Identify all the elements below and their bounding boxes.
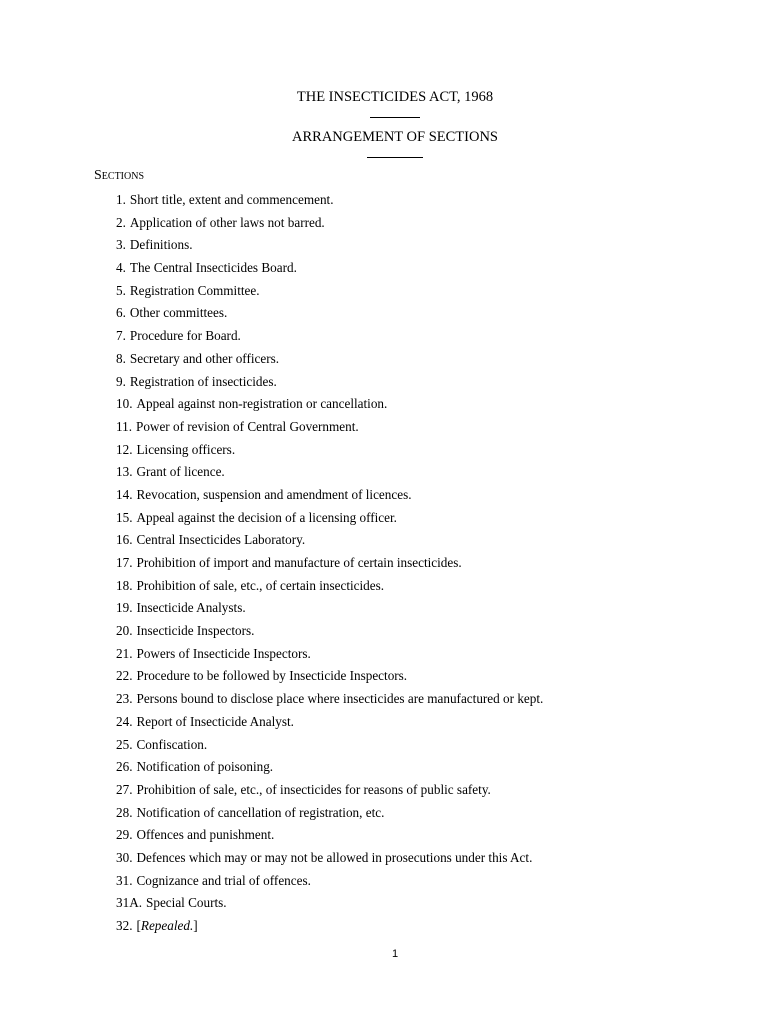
section-item [116, 554, 543, 577]
section-item [116, 282, 543, 305]
section-item [116, 395, 543, 418]
section-title: Licensing officers. [136, 441, 236, 457]
section-item [116, 622, 543, 645]
section-item [116, 350, 543, 373]
section-number: 12. [116, 441, 133, 457]
section-title: Revocation, suspension and amendment of licences. [136, 486, 412, 502]
section-number: 18. [116, 577, 133, 593]
section-item [116, 236, 543, 259]
section-number: 15. [116, 509, 133, 525]
section-item [116, 804, 543, 827]
sections-list [116, 191, 543, 940]
section-title: Defences which may or may not be allowed in prosecutions under this Act. [136, 849, 533, 865]
section-item [116, 304, 543, 327]
section-title: Short title, extent and commencement. [129, 192, 334, 207]
page-number: 1 [391, 948, 399, 960]
section-item [116, 667, 543, 690]
section-item [116, 463, 543, 486]
section-title: Report of Insecticide Analyst. [136, 713, 294, 729]
section-item [116, 191, 543, 214]
section-number: 16. [116, 532, 133, 548]
section-item [116, 713, 543, 736]
section-item [116, 758, 543, 781]
section-title: Secretary and other officers. [129, 350, 280, 366]
section-item [116, 645, 543, 668]
section-number: 5. [116, 282, 126, 298]
section-title: Confiscation. [136, 736, 208, 752]
section-item [116, 690, 543, 713]
section-item [116, 214, 543, 237]
section-item [116, 327, 543, 350]
section-item [116, 826, 543, 849]
section-number: 31A. [116, 895, 143, 911]
section-title: Registration Committee. [129, 282, 260, 298]
title-divider [0, 106, 770, 123]
section-title: Insecticide Inspectors. [136, 623, 255, 639]
section-title: Special Courts. [146, 895, 227, 911]
section-title: Registration of insecticides. [129, 373, 277, 389]
section-title: Power of revision of Central Government. [136, 418, 359, 434]
section-number: 11. [116, 418, 132, 434]
section-number: 17. [116, 555, 133, 570]
document-subtitle: ARRANGEMENT OF SECTIONS [292, 129, 498, 145]
section-number: 29. [116, 827, 133, 843]
section-title: Cognizance and trial of offences. [136, 872, 311, 888]
section-item [116, 872, 543, 895]
section-title: Insecticide Analysts. [136, 600, 246, 616]
section-number: 25. [116, 736, 133, 752]
section-title: The Central Insecticides Board. [129, 260, 297, 276]
section-number: 24. [116, 713, 133, 729]
section-number: 27. [116, 781, 133, 797]
section-number: 20. [116, 623, 133, 639]
section-item [116, 849, 543, 872]
section-number: 19. [116, 600, 133, 616]
section-title: Offences and punishment. [136, 827, 275, 843]
section-title: Prohibition of sale, etc., of insecticides for reasons of public safety. [136, 781, 491, 797]
section-item [116, 577, 543, 600]
section-item [116, 531, 543, 554]
section-number: 3. [116, 237, 126, 253]
section-number: 9. [116, 373, 126, 389]
section-title: Procedure to be followed by Insecticide Inspectors. [136, 668, 408, 684]
section-title: Appeal against the decision of a licensing officer. [136, 509, 397, 525]
section-title: Persons bound to disclose place where insecticides are manufactured or kept. [136, 691, 544, 707]
section-item [116, 781, 543, 804]
section-title: Application of other laws not barred. [129, 214, 325, 230]
document-title: THE INSECTICIDES ACT, 1968 [296, 89, 494, 105]
section-number: 2. [116, 214, 126, 230]
section-number: 22. [116, 668, 133, 684]
subtitle-divider [0, 146, 770, 163]
section-item [116, 509, 543, 532]
section-item [116, 373, 543, 396]
section-title: Definitions. [129, 237, 193, 253]
section-number: 28. [116, 804, 133, 820]
section-title: Grant of licence. [136, 464, 225, 480]
section-number: 4. [116, 260, 126, 276]
section-number: 26. [116, 759, 133, 775]
section-number: 7. [116, 328, 126, 344]
section-title: Notification of poisoning. [136, 759, 274, 775]
section-title: Prohibition of import and manufacture of certain insecticides. [136, 555, 462, 570]
section-item [116, 486, 543, 509]
section-item [116, 894, 543, 917]
section-item [116, 917, 543, 940]
section-number: 1. [116, 192, 126, 207]
section-title: [Repealed.] [136, 918, 198, 933]
section-number: 23. [116, 691, 133, 707]
section-number: 21. [116, 645, 133, 661]
section-item [116, 736, 543, 759]
sections-heading: Sections [94, 168, 145, 183]
section-title: Other committees. [129, 305, 228, 321]
section-item [116, 599, 543, 622]
section-number: 31. [116, 872, 133, 888]
section-number: 10. [116, 396, 133, 412]
section-title: Prohibition of sale, etc., of certain insecticides. [136, 577, 385, 593]
section-title: Powers of Insecticide Inspectors. [136, 645, 311, 661]
section-title: Notification of cancellation of registration, etc. [136, 804, 385, 820]
section-item [116, 441, 543, 464]
section-item [116, 418, 543, 441]
italic-text: Repealed. [140, 918, 194, 933]
section-title: Central Insecticides Laboratory. [136, 532, 306, 548]
section-item [116, 259, 543, 282]
section-title: Procedure for Board. [129, 328, 241, 344]
section-number: 30. [116, 849, 133, 865]
section-title: Appeal against non-registration or cancellation. [136, 396, 388, 412]
section-number: 13. [116, 464, 133, 480]
section-number: 14. [116, 486, 133, 502]
section-number: 6. [116, 305, 126, 321]
section-number: 8. [116, 350, 126, 366]
section-number: 32. [116, 918, 133, 933]
